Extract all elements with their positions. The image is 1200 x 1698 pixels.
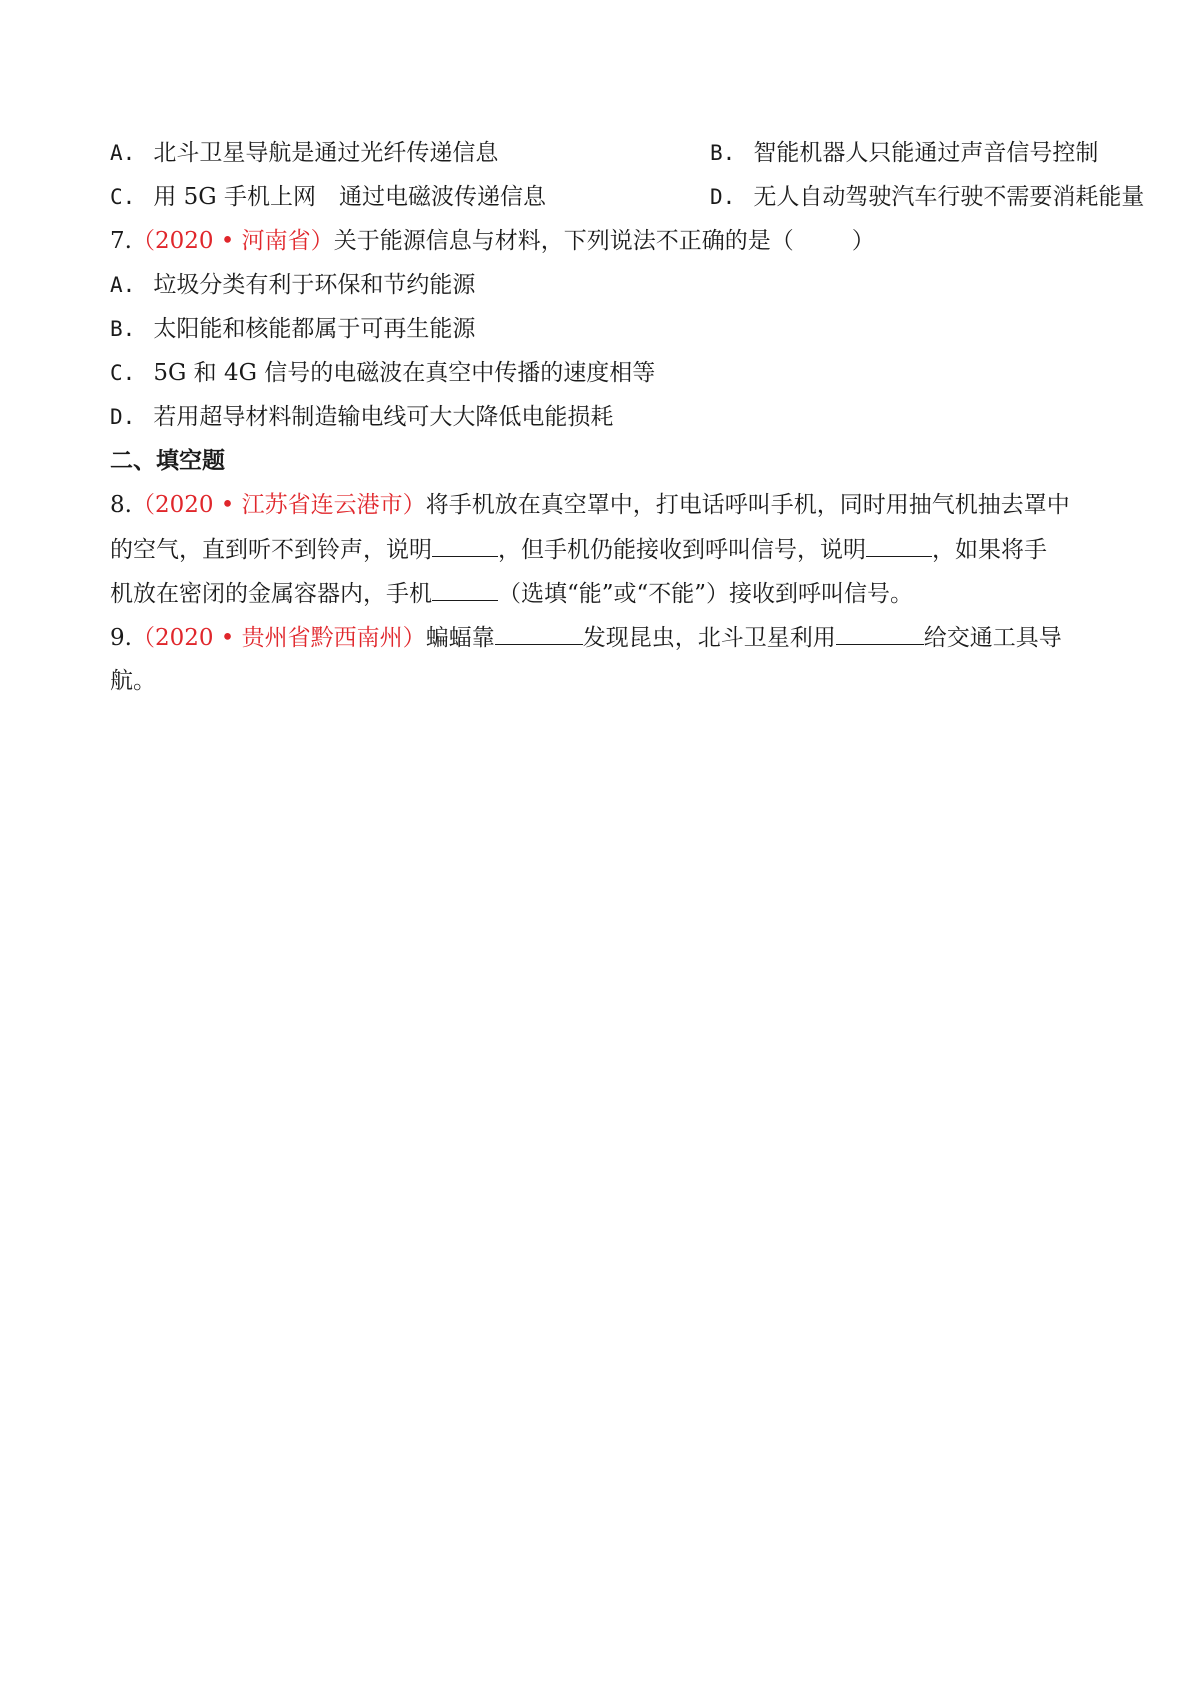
question-text: （选填“能”或“不能”）接收到呼叫信号。 bbox=[498, 581, 914, 607]
question-text: 的空气，直到听不到铃声，说明 bbox=[110, 537, 432, 563]
section-heading: 二、填空题 bbox=[110, 448, 225, 474]
question-text: 机放在密闭的金属容器内，手机 bbox=[110, 581, 432, 607]
question-7-option-d bbox=[110, 402, 613, 432]
option-text: 垃圾分类有利于环保和节约能源 bbox=[153, 272, 476, 298]
question-text-end: ） bbox=[851, 228, 875, 254]
question-text: 发现昆虫，北斗卫星利用 bbox=[582, 625, 836, 651]
option-text: 北斗卫星导航是通过光纤传递信息 bbox=[153, 140, 499, 166]
option-d bbox=[710, 182, 1144, 212]
question-source: （2020 • 贵州省黔西南州） bbox=[131, 625, 426, 651]
option-text: 用 5G 手机上网 通过电磁波传递信息 bbox=[153, 184, 546, 210]
question-number: 9. bbox=[110, 625, 132, 651]
answer-blank[interactable] bbox=[432, 578, 498, 601]
question-8-line-2 bbox=[110, 534, 1047, 565]
question-text: 将手机放在真空罩中，打电话呼叫手机，同时用抽气机抽去罩中 bbox=[425, 492, 1070, 518]
question-7-option-b bbox=[110, 314, 475, 344]
option-label: B. bbox=[710, 141, 736, 165]
question-text: 蝙蝠靠 bbox=[425, 625, 495, 651]
question-8-line-1 bbox=[110, 490, 1070, 520]
question-number: 7. bbox=[110, 228, 132, 254]
option-text: 若用超导材料制造输电线可大大降低电能损耗 bbox=[153, 404, 614, 430]
question-7-stem bbox=[110, 226, 875, 256]
question-8-line-3 bbox=[110, 578, 913, 609]
option-label: A. bbox=[110, 273, 136, 297]
option-text: 太阳能和核能都属于可再生能源 bbox=[153, 316, 476, 342]
option-text: 5G 和 4G 信号的电磁波在真空中传播的速度相等 bbox=[153, 360, 656, 386]
option-label: D. bbox=[110, 405, 136, 429]
option-row bbox=[110, 182, 1145, 212]
option-label: D. bbox=[710, 185, 736, 209]
answer-blank[interactable] bbox=[495, 622, 583, 645]
question-7-option-a bbox=[110, 270, 475, 300]
answer-blank[interactable] bbox=[836, 622, 924, 645]
answer-blank[interactable] bbox=[432, 534, 498, 557]
question-text: ，但手机仍能接收到呼叫信号，说明 bbox=[498, 537, 866, 563]
option-text: 无人自动驾驶汽车行驶不需要消耗能量 bbox=[753, 184, 1145, 210]
option-label: A. bbox=[110, 141, 136, 165]
question-text: ，如果将手 bbox=[932, 537, 1047, 563]
question-number: 8. bbox=[110, 492, 132, 518]
question-9-line-2: 航。 bbox=[110, 668, 156, 694]
option-text: 智能机器人只能通过声音信号控制 bbox=[753, 140, 1099, 166]
question-7-option-c bbox=[110, 358, 655, 388]
question-text: 关于能源信息与材料，下列说法不正确的是（ bbox=[333, 228, 794, 254]
option-label: B. bbox=[110, 317, 136, 341]
option-b bbox=[710, 138, 1098, 168]
option-label: C. bbox=[110, 361, 136, 385]
question-9-line-1 bbox=[110, 622, 1062, 653]
question-text: 给交通工具导 bbox=[923, 625, 1062, 651]
option-label: C. bbox=[110, 185, 136, 209]
question-source: （2020 • 江苏省连云港市） bbox=[131, 492, 426, 518]
option-row bbox=[110, 138, 1099, 168]
question-source: （2020 • 河南省） bbox=[131, 228, 334, 254]
answer-blank[interactable] bbox=[866, 534, 932, 557]
